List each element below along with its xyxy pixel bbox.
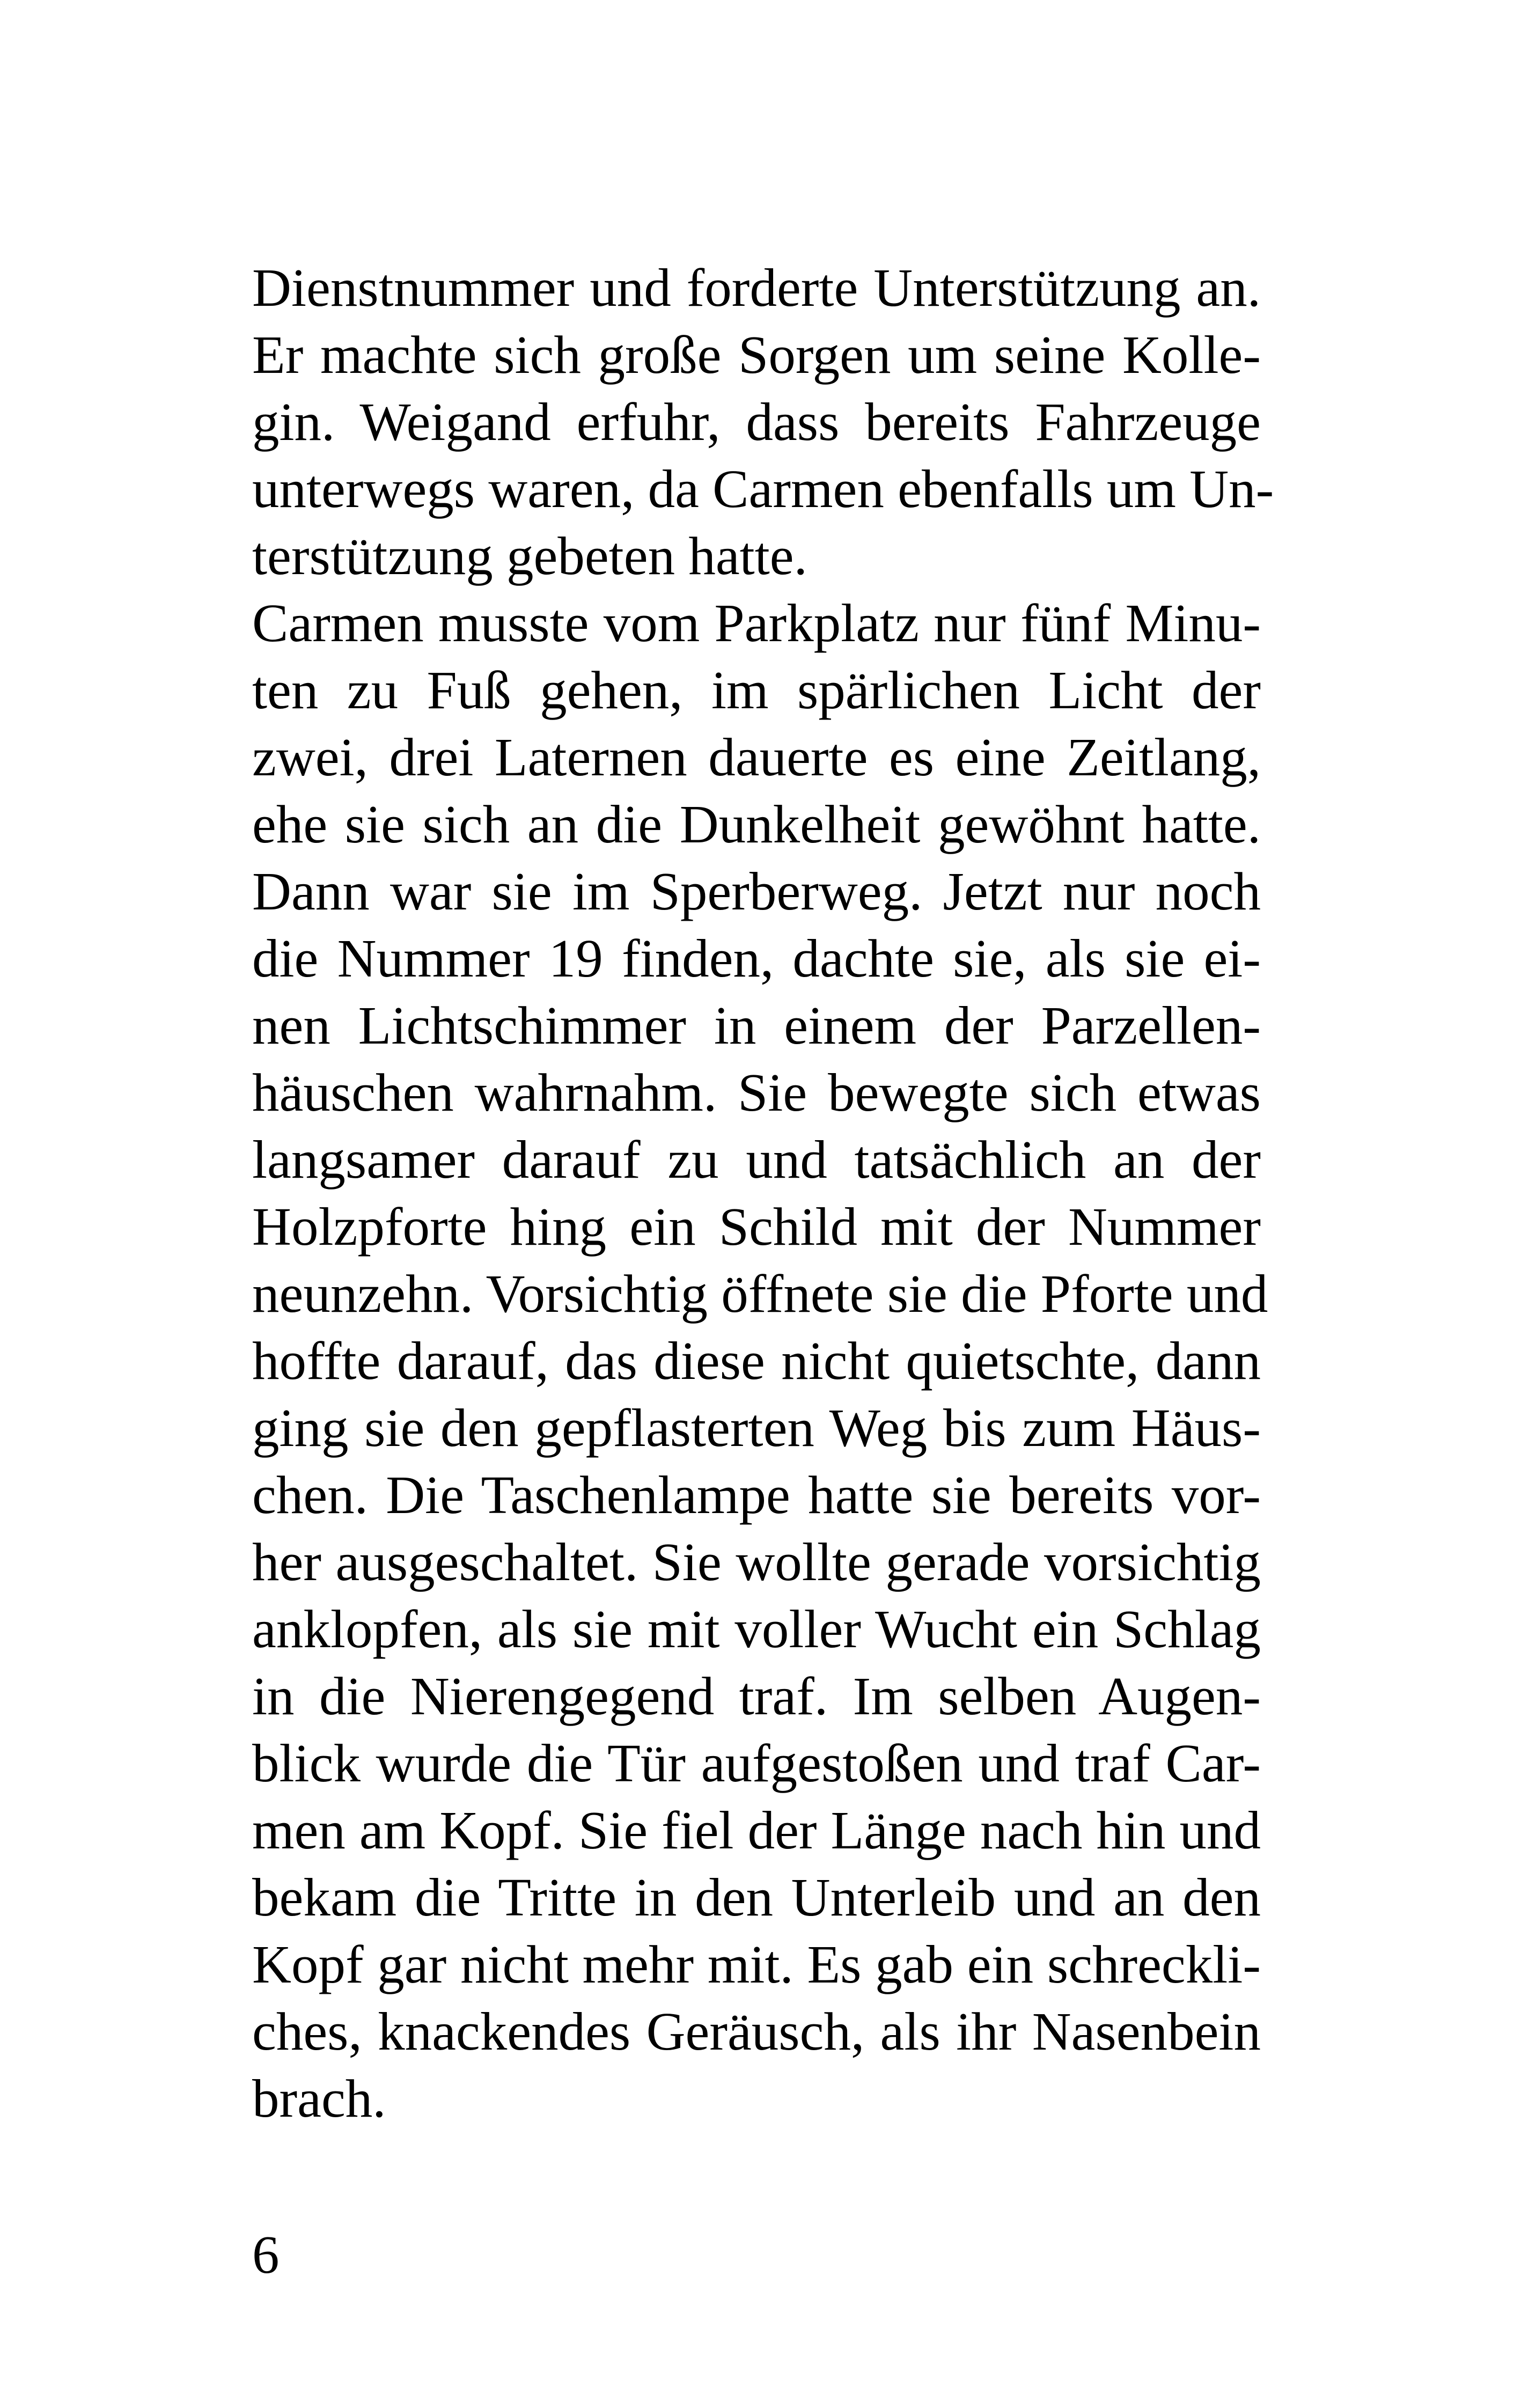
text-line: brach. [252, 2068, 386, 2128]
text-line: Carmen musste vom Parkplatz nur fünf Minu- [252, 593, 1261, 653]
text-line: unterwegs waren, da Carmen ebenfalls um Un- [252, 459, 1274, 519]
text-line: die Nummer 19 finden, dachte sie, als sie ei- [252, 928, 1261, 988]
text-line: ging sie den gepflasterten Weg bis zum Häus- [252, 1398, 1261, 1458]
text-line: langsamer darauf zu und tatsächlich an der [252, 1129, 1261, 1190]
text-line: blick wurde die Tür aufgestoßen und traf Car- [252, 1733, 1261, 1793]
text-line: anklopfen, als sie mit voller Wucht ein Schlag [252, 1599, 1261, 1659]
text-line: häuschen wahrnahm. Sie bewegte sich etwas [252, 1062, 1261, 1122]
text-line: nen Lichtschimmer in einem der Parzellen- [252, 995, 1261, 1055]
text-line: in die Nierengegend traf. Im selben Augen- [252, 1666, 1261, 1726]
text-line: gin. Weigand erfuhr, dass bereits Fahrzeuge [252, 392, 1261, 452]
text-line: Er machte sich große Sorgen um seine Kolle- [252, 325, 1261, 385]
text-line: her ausgeschaltet. Sie wollte gerade vorsichtig [252, 1532, 1261, 1592]
text-line: neunzehn. Vorsichtig öffnete sie die Pforte und [252, 1264, 1268, 1324]
text-line: chen. Die Taschenlampe hatte sie bereits vor- [252, 1465, 1261, 1525]
text-line: Dienstnummer und forderte Unterstützung an. [252, 258, 1261, 318]
text-line: ehe sie sich an die Dunkelheit gewöhnt hatte. [252, 794, 1261, 854]
page-number: 6 [252, 2225, 280, 2285]
text-line: ten zu Fuß gehen, im spärlichen Licht der [252, 660, 1261, 720]
text-line: men am Kopf. Sie fiel der Länge nach hin und [252, 1800, 1261, 1860]
text-line: Holzpforte hing ein Schild mit der Nummer [252, 1196, 1261, 1257]
text-line: terstützung gebeten hatte. [252, 526, 807, 586]
text-line: Kopf gar nicht mehr mit. Es gab ein schreckli- [252, 1934, 1261, 1994]
text-line: hoffte darauf, das diese nicht quietschte, dann [252, 1331, 1261, 1391]
text-line: bekam die Tritte in den Unterleib und an den [252, 1867, 1261, 1927]
text-line: Dann war sie im Sperberweg. Jetzt nur noch [252, 861, 1261, 921]
text-line: zwei, drei Laternen dauerte es eine Zeitlang, [252, 727, 1261, 787]
text-line: ches, knackendes Geräusch, als ihr Nasenbein [252, 2001, 1261, 2061]
body-text [252, 254, 1274, 2132]
